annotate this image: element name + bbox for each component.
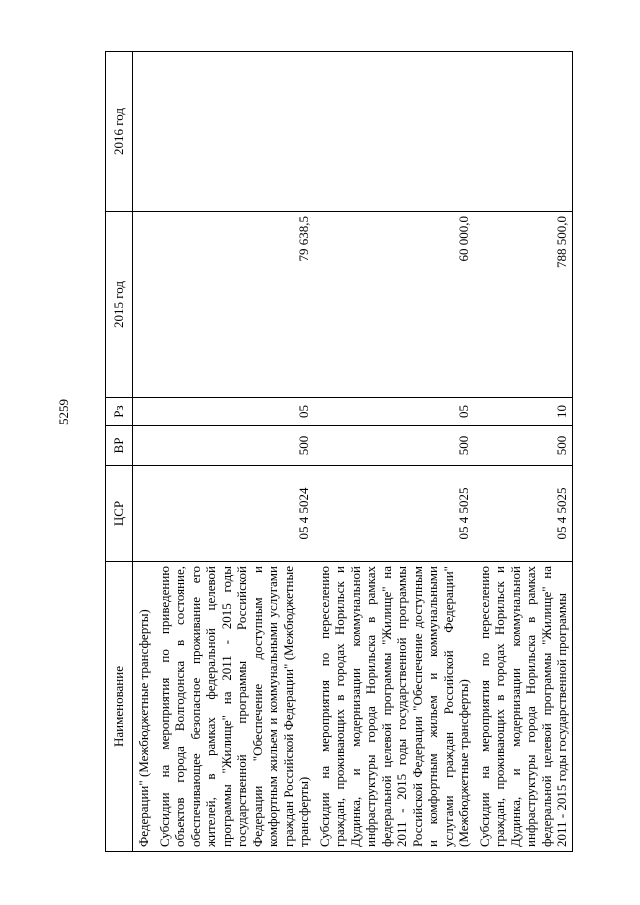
- row-vr: 500: [314, 426, 474, 466]
- rotated-page: [105, 52, 605, 852]
- row-csr: 05 4 5025: [314, 466, 474, 562]
- row-name: Федерации" (Межбюджетные трансферты): [133, 562, 154, 852]
- header-row: [106, 52, 133, 852]
- row-vr: 500: [474, 426, 573, 466]
- row-vr: 500: [154, 426, 314, 466]
- row-csr: 05 4 5024: [154, 466, 314, 562]
- table-row: [154, 52, 314, 852]
- table-row: [314, 52, 474, 852]
- row-2016: [474, 52, 573, 212]
- row-csr: 05 4 5025: [474, 466, 573, 562]
- row-rz: [133, 398, 154, 426]
- row-2015: 788 500,0: [474, 212, 573, 398]
- table-row: [474, 52, 573, 852]
- row-2015: [133, 212, 154, 398]
- header-rz: Рз: [106, 398, 133, 426]
- row-csr: [133, 466, 154, 562]
- row-rz: 05: [314, 398, 474, 426]
- row-rz: 10: [474, 398, 573, 426]
- row-2015: 60 000,0: [314, 212, 474, 398]
- header-name: Наименование: [106, 562, 133, 852]
- row-2015: 79 638,5: [154, 212, 314, 398]
- header-2015: 2015 год: [106, 212, 133, 398]
- row-2016: [133, 52, 154, 212]
- budget-table: [105, 51, 573, 852]
- header-2016: 2016 год: [106, 52, 133, 212]
- row-name: Субсидии на мероприятия по переселению граждан, проживающих в городах Норильск и Дудинка, и модернизации коммунальной инфраструктуры города Норильска в рамках федеральной целевой программы "Жилище" на 2011 - 2015 годы государственной программы: [474, 562, 573, 852]
- row-name: Субсидии на мероприятия по приведению объектов города Волгодонска в состояние, обеспечивающее безопасное проживание его жителей, в рамках федеральной целевой программы "Жилище" на 2011 - 2015 годы государственной программы Российской Федерации "Обеспечение доступным и комфортным жильем и коммунальными услугами граждан Российской Федерации" (Межбюджетные трансферты): [154, 562, 314, 852]
- row-2016: [314, 52, 474, 212]
- row-2016: [154, 52, 314, 212]
- header-csr: ЦСР: [106, 466, 133, 562]
- row-rz: 05: [154, 398, 314, 426]
- row-vr: [133, 426, 154, 466]
- page-number: 5259: [56, 399, 71, 425]
- row-name: Субсидии на мероприятия по переселению граждан, проживающих в городах Норильск и Дудинка, и модернизации коммунальной инфраструктуры города Норильска в рамках федеральной целевой программы "Жилище" на 2011 - 2015 годы государственной программы Российской Федерации "Обеспечение доступным и комфортным жильем и коммунальными услугами граждан Российской Федерации" (Межбюджетные трансферты): [314, 562, 474, 852]
- header-vr: ВР: [106, 426, 133, 466]
- table-row: [133, 52, 154, 852]
